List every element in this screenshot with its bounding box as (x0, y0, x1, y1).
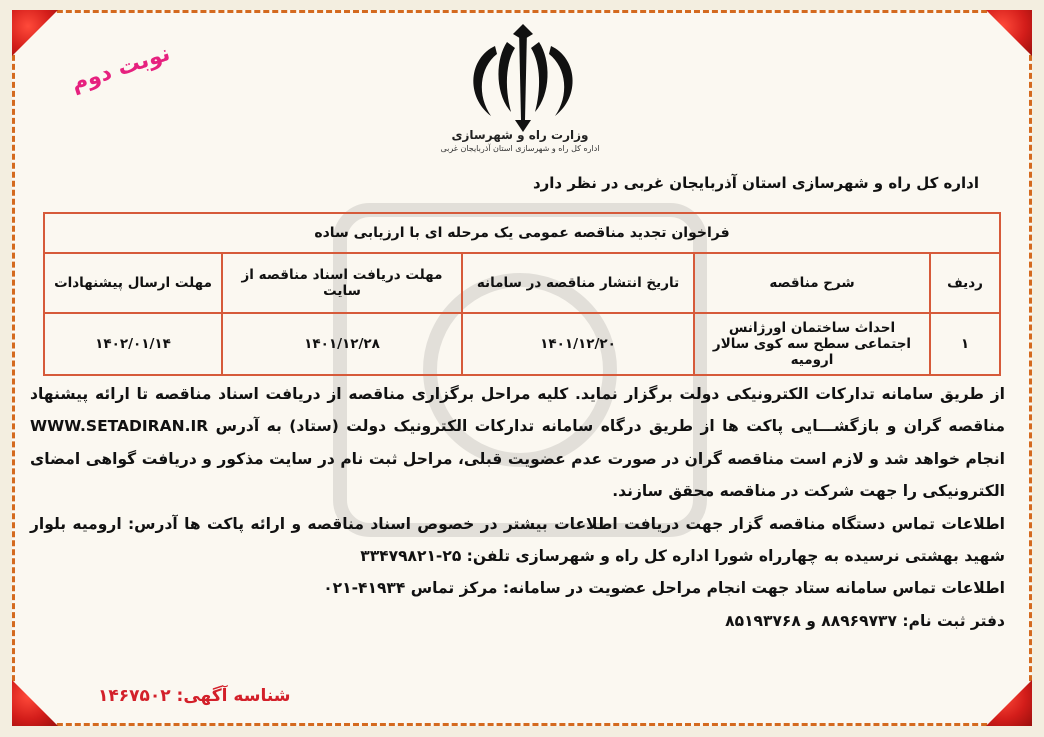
ministry-caption (380, 128, 660, 153)
table-row (44, 313, 1000, 375)
intro-line: اداره کل راه و شهرسازی استان آذربایجان غربی در نظر دارد (532, 174, 979, 192)
notice-body (30, 378, 1005, 637)
cell-publish-date: ۱۴۰۱/۱۲/۲۰ (462, 313, 694, 375)
cell-offer-deadline: ۱۴۰۲/۰۱/۱۴ (44, 313, 222, 375)
cell-index: ۱ (930, 313, 1000, 375)
notice-id: شناسه آگهی: ۱۴۶۷۵۰۲ (98, 686, 291, 706)
table-title: فراخوان تجدید مناقصه عمومی یک مرحله ای با ارزیابی ساده (44, 213, 1000, 253)
column-header-doc-deadline: مهلت دریافت اسناد مناقصه از سایت (222, 253, 462, 313)
ministry-subtitle: اداره کل راه و شهرسازی استان آذربایجان غربی (440, 144, 600, 153)
body-paragraph-procedure: از طریق سامانه تدارکات الکترونیکی دولت برگزار نماید. کلیه مراحل برگزاری مناقصه از دریافت اسناد مناقصه تا ارائه پیشنهاد مناقصه گران و بازگشـــایی پاکت ها از طریق درگاه سامانه تدارکات الکترونیک دولت (ستاد) به آدرس WWW.SETADIRAN.IR انجام خواهد شد و لازم است مناقصه گران در صورت عدم عضویت قبلی، مراحل ثبت نام در سایت مذکور و دریافت گواهی امضای الکترونیکی را جهت شرکت در مناقصه محقق سازند. (30, 385, 1005, 501)
ministry-name: وزارت راه و شهرسازی (451, 128, 589, 142)
column-header-description: شرح مناقصه (694, 253, 930, 313)
column-header-index: ردیف (930, 253, 1000, 313)
body-paragraph-contact-address: اطلاعات تماس دستگاه مناقصه گزار جهت دریافت اطلاعات بیشتر در خصوص اسناد مناقصه و ارائه پاکت ها آدرس: ارومیه بلوار شهید بهشتی نرسیده به چهارراه شورا اداره کل راه و شهرسازی تلفن: ۲۵-۳۳۴۷۹۸۲۱ (30, 514, 1005, 566)
cell-doc-deadline: ۱۴۰۱/۱۲/۲۸ (222, 313, 462, 375)
body-paragraph-registration-office: دفتر ثبت نام: ۸۸۹۶۹۷۳۷ و ۸۵۱۹۳۷۶۸ (725, 611, 1005, 630)
body-paragraph-setad-contact: اطلاعات تماس سامانه ستاد جهت انجام مراحل عضویت در سامانه: مرکز تماس ۴۱۹۳۴-۰۲۱ (323, 579, 1005, 598)
cell-description: احداث ساختمان اورژانس اجتماعی سطح سه کوی سالار ارومیه (694, 313, 930, 375)
tender-table (43, 212, 1001, 376)
column-header-offer-deadline: مهلت ارسال پیشنهادات (44, 253, 222, 313)
publication-round-badge: نوبت دوم (68, 40, 174, 97)
iran-emblem-icon (455, 24, 591, 136)
column-header-publish-date: تاریخ انتشار مناقصه در سامانه (462, 253, 694, 313)
